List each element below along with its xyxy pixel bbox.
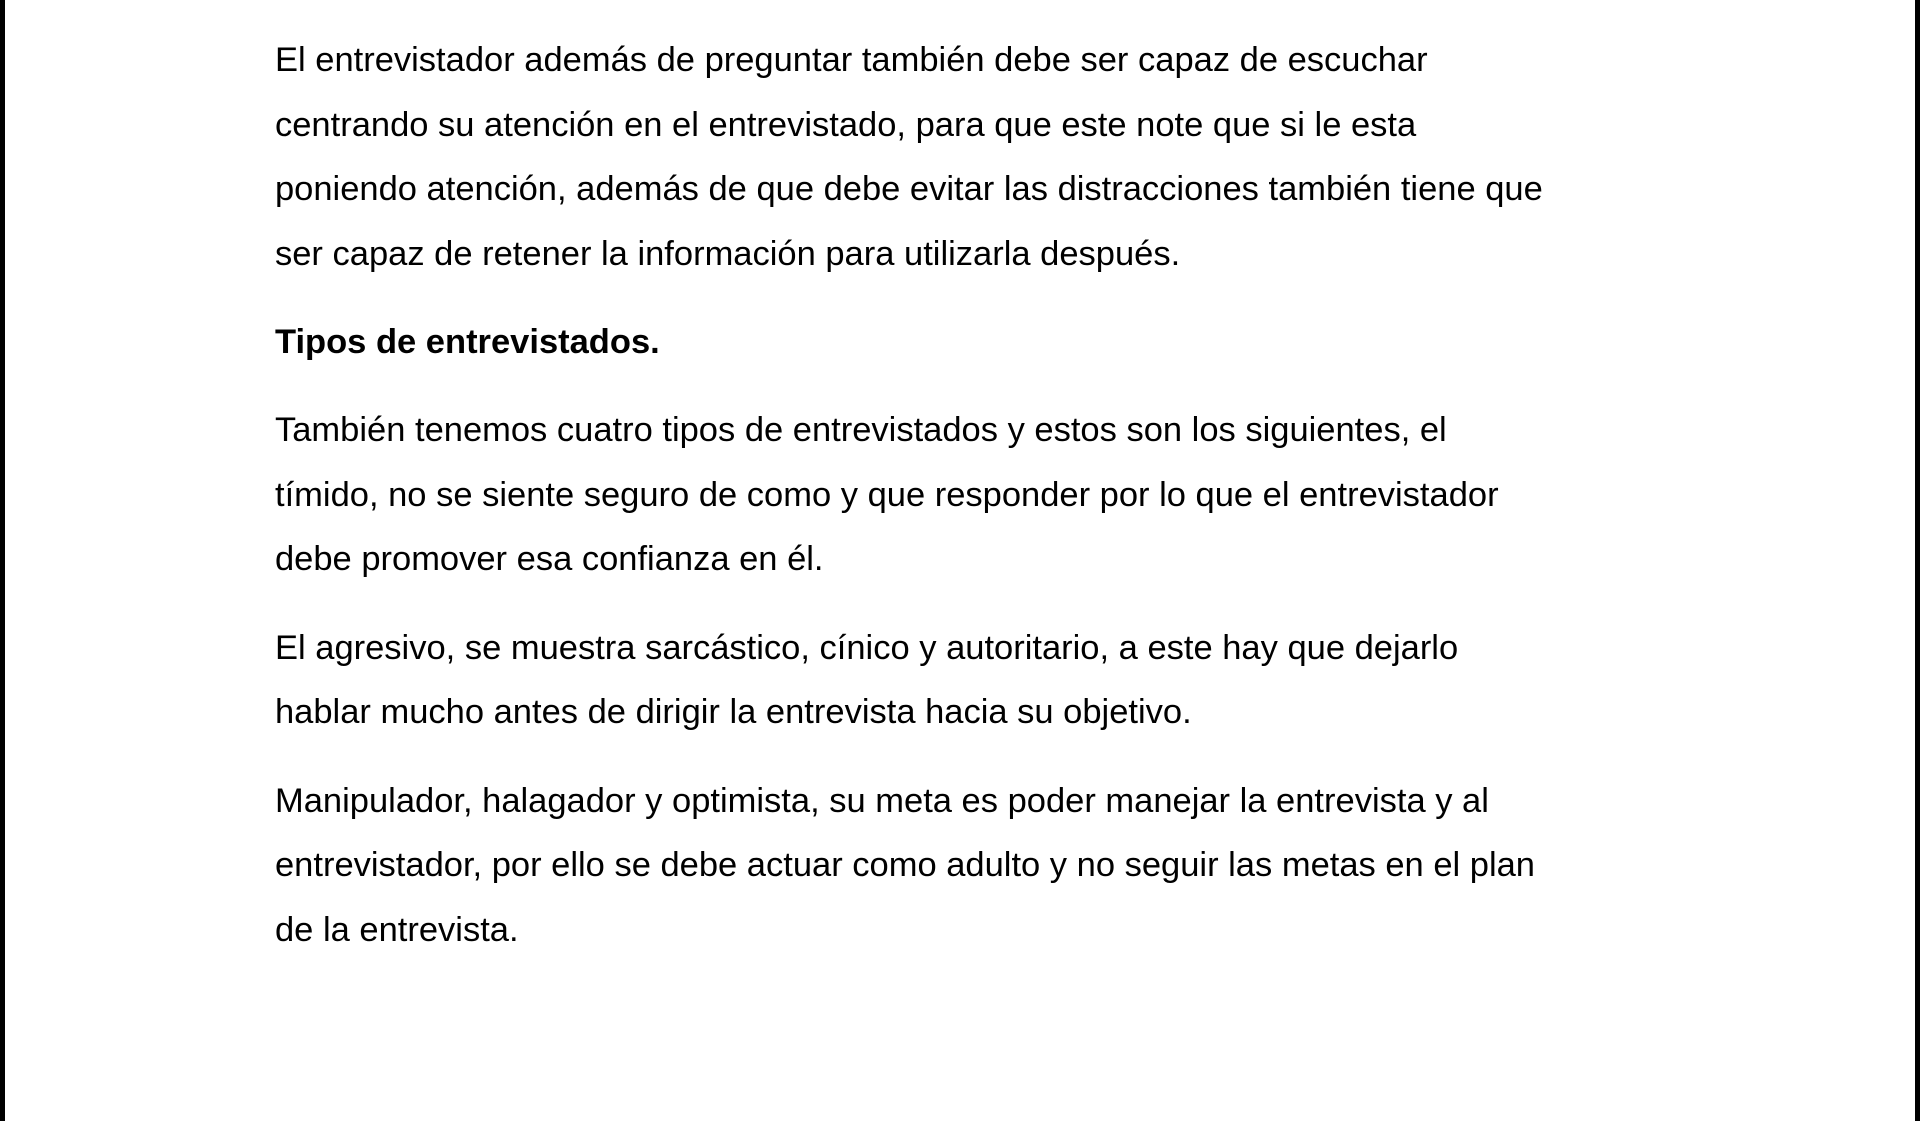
text-line: ser capaz de retener la información para utilizarla después. xyxy=(275,234,1181,273)
text-line: El agresivo, se muestra sarcástico, cínico y autoritario, a este hay que dejarlo xyxy=(275,628,1459,667)
text-line: entrevistador, por ello se debe actuar como adulto y no seguir las metas en el plan xyxy=(275,846,1535,884)
text-line: hablar mucho antes de dirigir la entrevista hacia su objetivo. xyxy=(275,693,1192,731)
text-line: También tenemos cuatro tipos de entrevistados y estos son los siguientes, el xyxy=(275,411,1447,449)
text-line: poniendo atención, además de que debe evitar las distracciones también tiene que xyxy=(275,170,1543,208)
text-line: debe promover esa confianza en él. xyxy=(275,540,824,578)
section-heading: Tipos de entrevistados. xyxy=(275,323,660,361)
text-line: de la entrevista. xyxy=(275,910,519,949)
text-line: tímido, no se siente seguro de como y que responder por lo que el entrevistador xyxy=(275,475,1499,514)
text-line: El entrevistador además de preguntar también debe ser capaz de escuchar xyxy=(275,41,1428,79)
paragraph-interviewer-listening xyxy=(275,28,1695,286)
document-page xyxy=(275,28,1695,986)
paragraph-aggressive-interviewee xyxy=(275,616,1695,745)
paragraph-manipulator-interviewee xyxy=(275,769,1695,963)
text-line: centrando su atención en el entrevistado, para que este note que si le esta xyxy=(275,105,1417,144)
paragraph-shy-interviewee xyxy=(275,398,1695,592)
text-line: Manipulador, halagador y optimista, su meta es poder manejar la entrevista y al xyxy=(275,781,1489,820)
